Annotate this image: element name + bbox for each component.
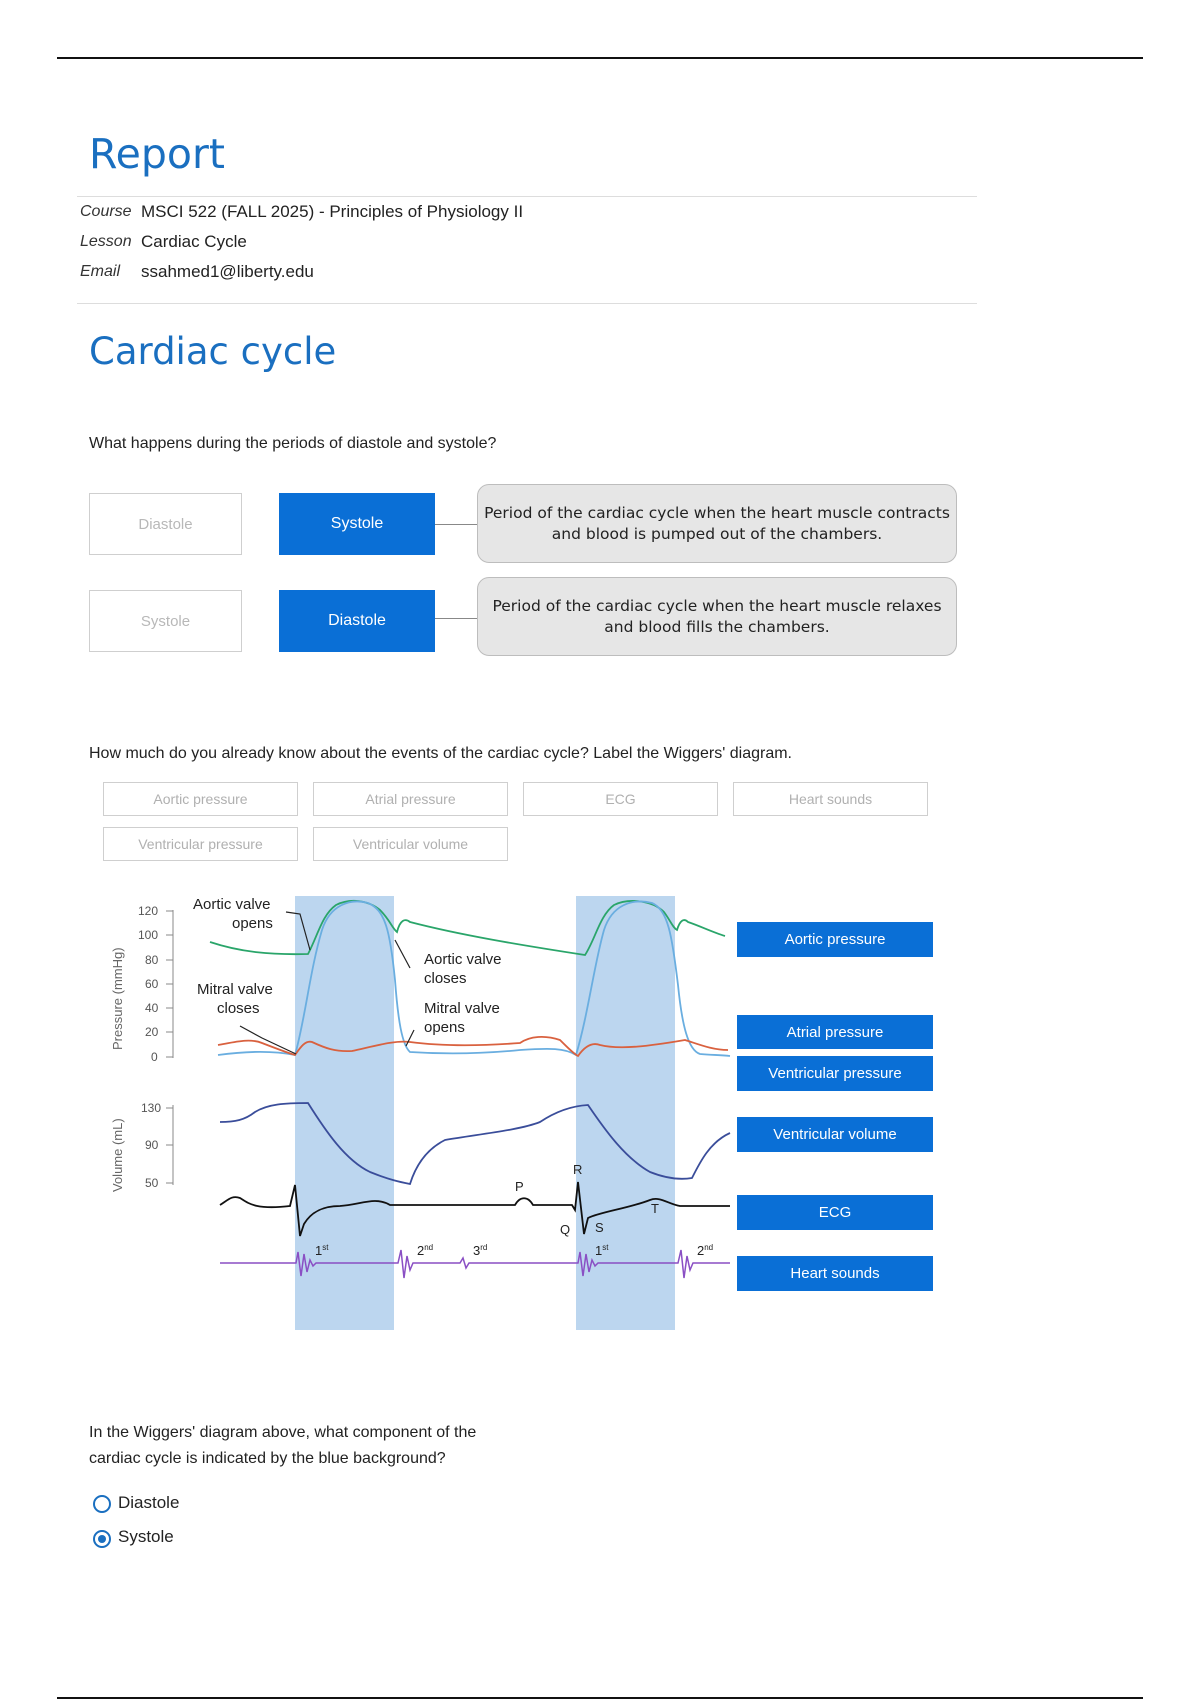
pressure-tick: 40: [145, 1001, 159, 1015]
drop-target-answer[interactable]: Systole: [279, 493, 435, 555]
meta-email-value: ssahmed1@liberty.edu: [141, 262, 314, 281]
pressure-tick: 60: [145, 977, 159, 991]
section-title: Cardiac cycle: [89, 330, 337, 373]
label-bank-item[interactable]: Ventricular pressure: [103, 827, 298, 861]
label-bank-item[interactable]: ECG: [523, 782, 718, 816]
definition-box: Period of the cardiac cycle when the heart muscle relaxes and blood fills the chambers.: [477, 577, 957, 656]
meta-lesson-value: Cardiac Cycle: [141, 232, 247, 251]
meta-email-key: Email: [80, 263, 121, 280]
heart-sound-label: 1st: [595, 1243, 609, 1258]
annotation-mitral-closes: Mitral valve: [197, 981, 273, 998]
label-bank-item[interactable]: Ventricular volume: [313, 827, 508, 861]
label-bank-item[interactable]: Atrial pressure: [313, 782, 508, 816]
aortic-closes-leader: [395, 940, 410, 968]
answer-label-heart-sounds[interactable]: Heart sounds: [737, 1256, 933, 1291]
heart-sound-label: 2nd: [697, 1243, 714, 1258]
drop-target-answer[interactable]: Diastole: [279, 590, 435, 652]
radio-systole[interactable]: [93, 1530, 111, 1548]
ecg-label-p: P: [515, 1179, 524, 1194]
answer-label-ventricular-pressure[interactable]: Ventricular pressure: [737, 1056, 933, 1091]
heart-sound-label: 1st: [315, 1243, 329, 1258]
label-bank-item[interactable]: Heart sounds: [733, 782, 928, 816]
answer-label-aortic-pressure[interactable]: Aortic pressure: [737, 922, 933, 957]
question-3-line2: cardiac cycle is indicated by the blue background?: [89, 1450, 446, 1467]
radio-label-systole[interactable]: Systole: [118, 1527, 174, 1546]
question-2: How much do you already know about the events of the cardiac cycle? Label the Wiggers' diagram.: [89, 745, 792, 762]
meta-course-value: MSCI 522 (FALL 2025) - Principles of Physiology II: [141, 202, 524, 221]
volume-axis-label: Volume (mL): [110, 1118, 125, 1192]
heart-sound-label: 3rd: [473, 1243, 488, 1258]
question-1: What happens during the periods of diastole and systole?: [89, 435, 497, 452]
label-bank-item[interactable]: Aortic pressure: [103, 782, 298, 816]
meta-lesson-key: Lesson: [80, 233, 132, 250]
annotation-aortic-closes: closes: [424, 970, 467, 987]
annotation-aortic-opens: opens: [232, 915, 273, 932]
systole-band: [295, 896, 394, 1330]
meta-course-key: Course: [80, 203, 132, 220]
ecg-label-s: S: [595, 1220, 604, 1235]
annotation-mitral-opens: Mitral valve: [424, 1000, 500, 1017]
pressure-tick: 100: [138, 928, 159, 942]
radio-selected-dot: [98, 1535, 106, 1543]
ecg-label-r: R: [573, 1162, 583, 1177]
question-3-line1: In the Wiggers' diagram above, what component of the: [89, 1424, 477, 1441]
answer-label-ventricular-volume[interactable]: Ventricular volume: [737, 1117, 933, 1152]
drop-target-empty[interactable]: Diastole: [89, 493, 242, 555]
annotation-mitral-opens: opens: [424, 1019, 465, 1036]
answer-label-ecg[interactable]: ECG: [737, 1195, 933, 1230]
radio-label-diastole[interactable]: Diastole: [118, 1493, 180, 1512]
ecg-label-q: Q: [560, 1222, 571, 1237]
volume-tick: 90: [145, 1138, 159, 1152]
drop-target-empty[interactable]: Systole: [89, 590, 242, 652]
pressure-tick: 80: [145, 953, 159, 967]
volume-tick: 50: [145, 1176, 159, 1190]
pressure-ticks: [138, 904, 159, 1064]
annotation-mitral-closes: closes: [217, 1000, 260, 1017]
pressure-axis-label: Pressure (mmHg): [110, 947, 125, 1050]
report-title: Report: [89, 130, 225, 178]
mitral-opens-leader: [406, 1030, 414, 1046]
radio-diastole[interactable]: [93, 1495, 111, 1513]
definition-box: Period of the cardiac cycle when the heart muscle contracts and blood is pumped out of the chambers.: [477, 484, 957, 563]
annotation-aortic-closes: Aortic valve: [424, 951, 502, 968]
ecg-label-t: T: [651, 1201, 659, 1216]
pressure-tick: 120: [138, 904, 159, 918]
answer-label-atrial-pressure[interactable]: Atrial pressure: [737, 1015, 933, 1049]
heart-sound-label: 2nd: [417, 1243, 434, 1258]
pressure-tick: 20: [145, 1025, 159, 1039]
annotation-aortic-opens: Aortic valve: [193, 896, 271, 913]
volume-tick: 130: [141, 1101, 162, 1115]
pressure-tick: 0: [151, 1050, 158, 1064]
